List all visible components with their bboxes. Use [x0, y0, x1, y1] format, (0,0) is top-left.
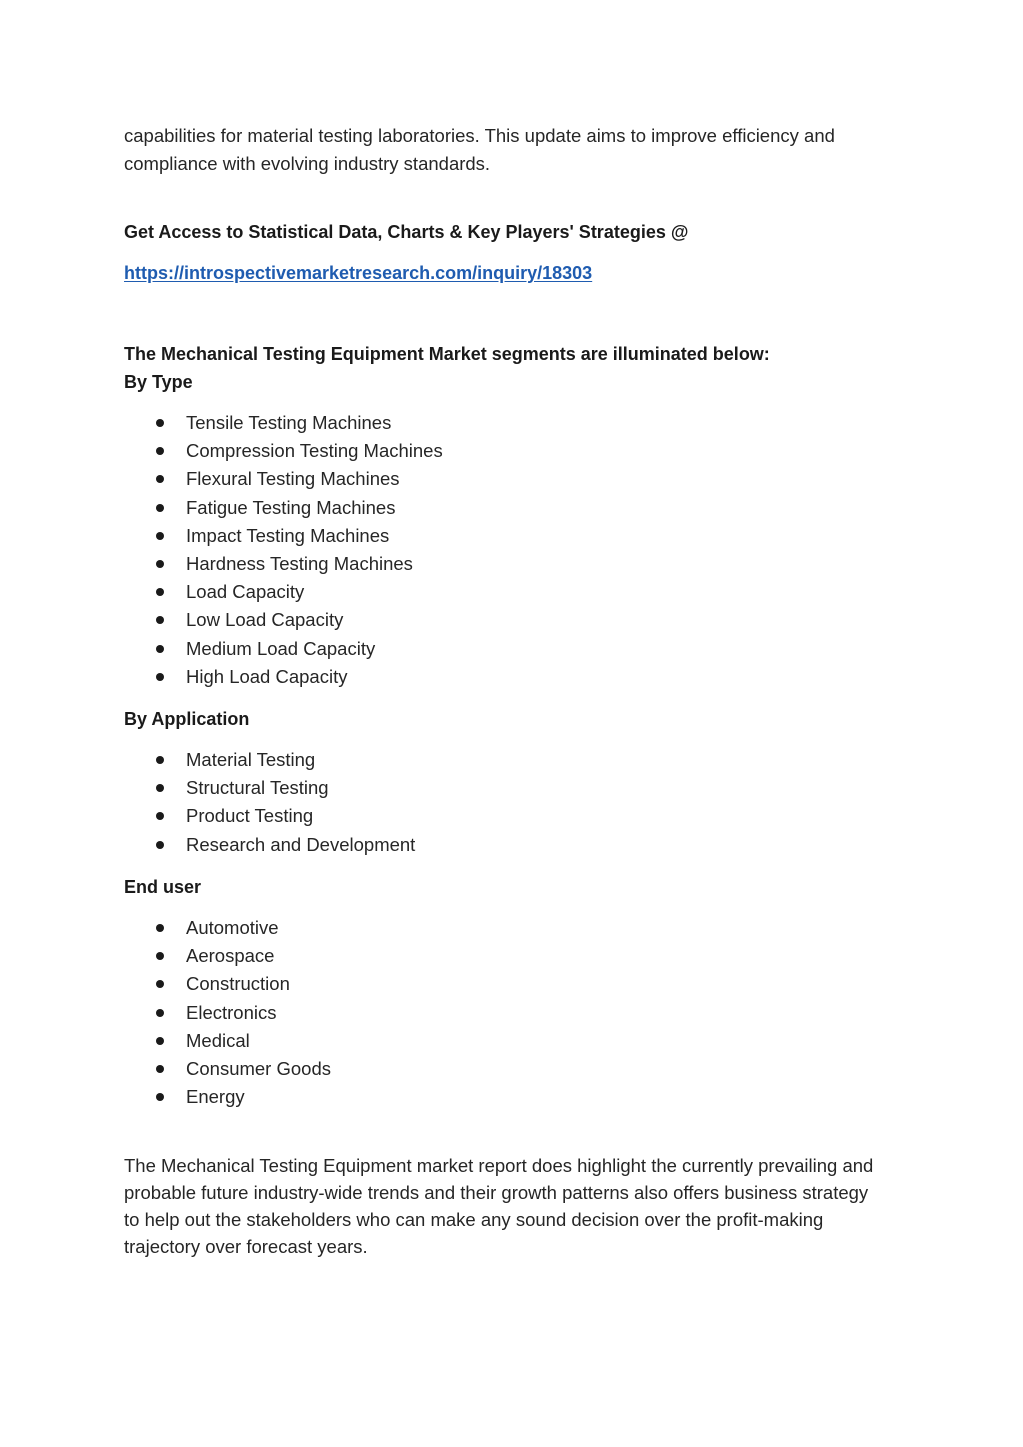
bullet-icon — [156, 952, 164, 960]
list-item: Structural Testing — [124, 774, 415, 802]
list-item: Tensile Testing Machines — [124, 409, 443, 437]
bullet-icon — [156, 1065, 164, 1073]
by-type-list — [124, 409, 443, 691]
list-item: Aerospace — [124, 942, 331, 970]
list-item: Compression Testing Machines — [124, 437, 443, 465]
bullet-icon — [156, 756, 164, 764]
list-item: Load Capacity — [124, 578, 443, 606]
bullet-icon — [156, 532, 164, 540]
list-item: Energy — [124, 1083, 331, 1111]
bullet-icon — [156, 673, 164, 681]
access-heading: Get Access to Statistical Data, Charts & Key Players' Strategies @ — [124, 222, 689, 242]
list-item: High Load Capacity — [124, 663, 443, 691]
list-item: Hardness Testing Machines — [124, 550, 443, 578]
list-item: Low Load Capacity — [124, 606, 443, 634]
list-item: Medical — [124, 1027, 331, 1055]
closing-line-2: probable future industry-wide trends and their growth patterns also offers business strategy — [124, 1182, 869, 1203]
list-item: Consumer Goods — [124, 1055, 331, 1083]
bullet-icon — [156, 645, 164, 653]
bullet-icon — [156, 475, 164, 483]
bullet-icon — [156, 1009, 164, 1017]
list-item: Research and Development — [124, 831, 415, 859]
bullet-icon — [156, 1037, 164, 1045]
bullet-icon — [156, 812, 164, 820]
bullet-icon — [156, 1093, 164, 1101]
intro-line-1: capabilities for material testing laboratories. This update aims to improve efficiency and — [124, 125, 835, 146]
bullet-icon — [156, 924, 164, 932]
by-application-list — [124, 746, 415, 859]
bullet-icon — [156, 841, 164, 849]
bullet-icon — [156, 980, 164, 988]
bullet-icon — [156, 560, 164, 568]
by-application-heading: By Application — [124, 709, 250, 729]
intro-line-2: compliance with evolving industry standards. — [124, 153, 491, 174]
end-user-heading: End user — [124, 877, 202, 897]
bullet-icon — [156, 504, 164, 512]
bullet-icon — [156, 588, 164, 596]
closing-line-3: to help out the stakeholders who can make any sound decision over the profit-making — [124, 1209, 824, 1230]
closing-line-4: trajectory over forecast years. — [124, 1236, 368, 1257]
bullet-icon — [156, 419, 164, 427]
list-item: Fatigue Testing Machines — [124, 494, 443, 522]
list-item: Flexural Testing Machines — [124, 465, 443, 493]
bullet-icon — [156, 616, 164, 624]
closing-line-1: The Mechanical Testing Equipment market report does highlight the currently prevailing and — [124, 1155, 874, 1176]
list-item: Material Testing — [124, 746, 415, 774]
list-item: Electronics — [124, 999, 331, 1027]
list-item: Automotive — [124, 914, 331, 942]
list-item: Medium Load Capacity — [124, 635, 443, 663]
inquiry-link[interactable]: https://introspectivemarketresearch.com/inquiry/18303 — [124, 263, 593, 283]
end-user-list — [124, 914, 331, 1111]
list-item: Product Testing — [124, 802, 415, 830]
by-type-heading: By Type — [124, 372, 193, 392]
list-item: Construction — [124, 970, 331, 998]
bullet-icon — [156, 447, 164, 455]
bullet-icon — [156, 784, 164, 792]
segments-heading: The Mechanical Testing Equipment Market segments are illuminated below: — [124, 344, 770, 364]
list-item: Impact Testing Machines — [124, 522, 443, 550]
